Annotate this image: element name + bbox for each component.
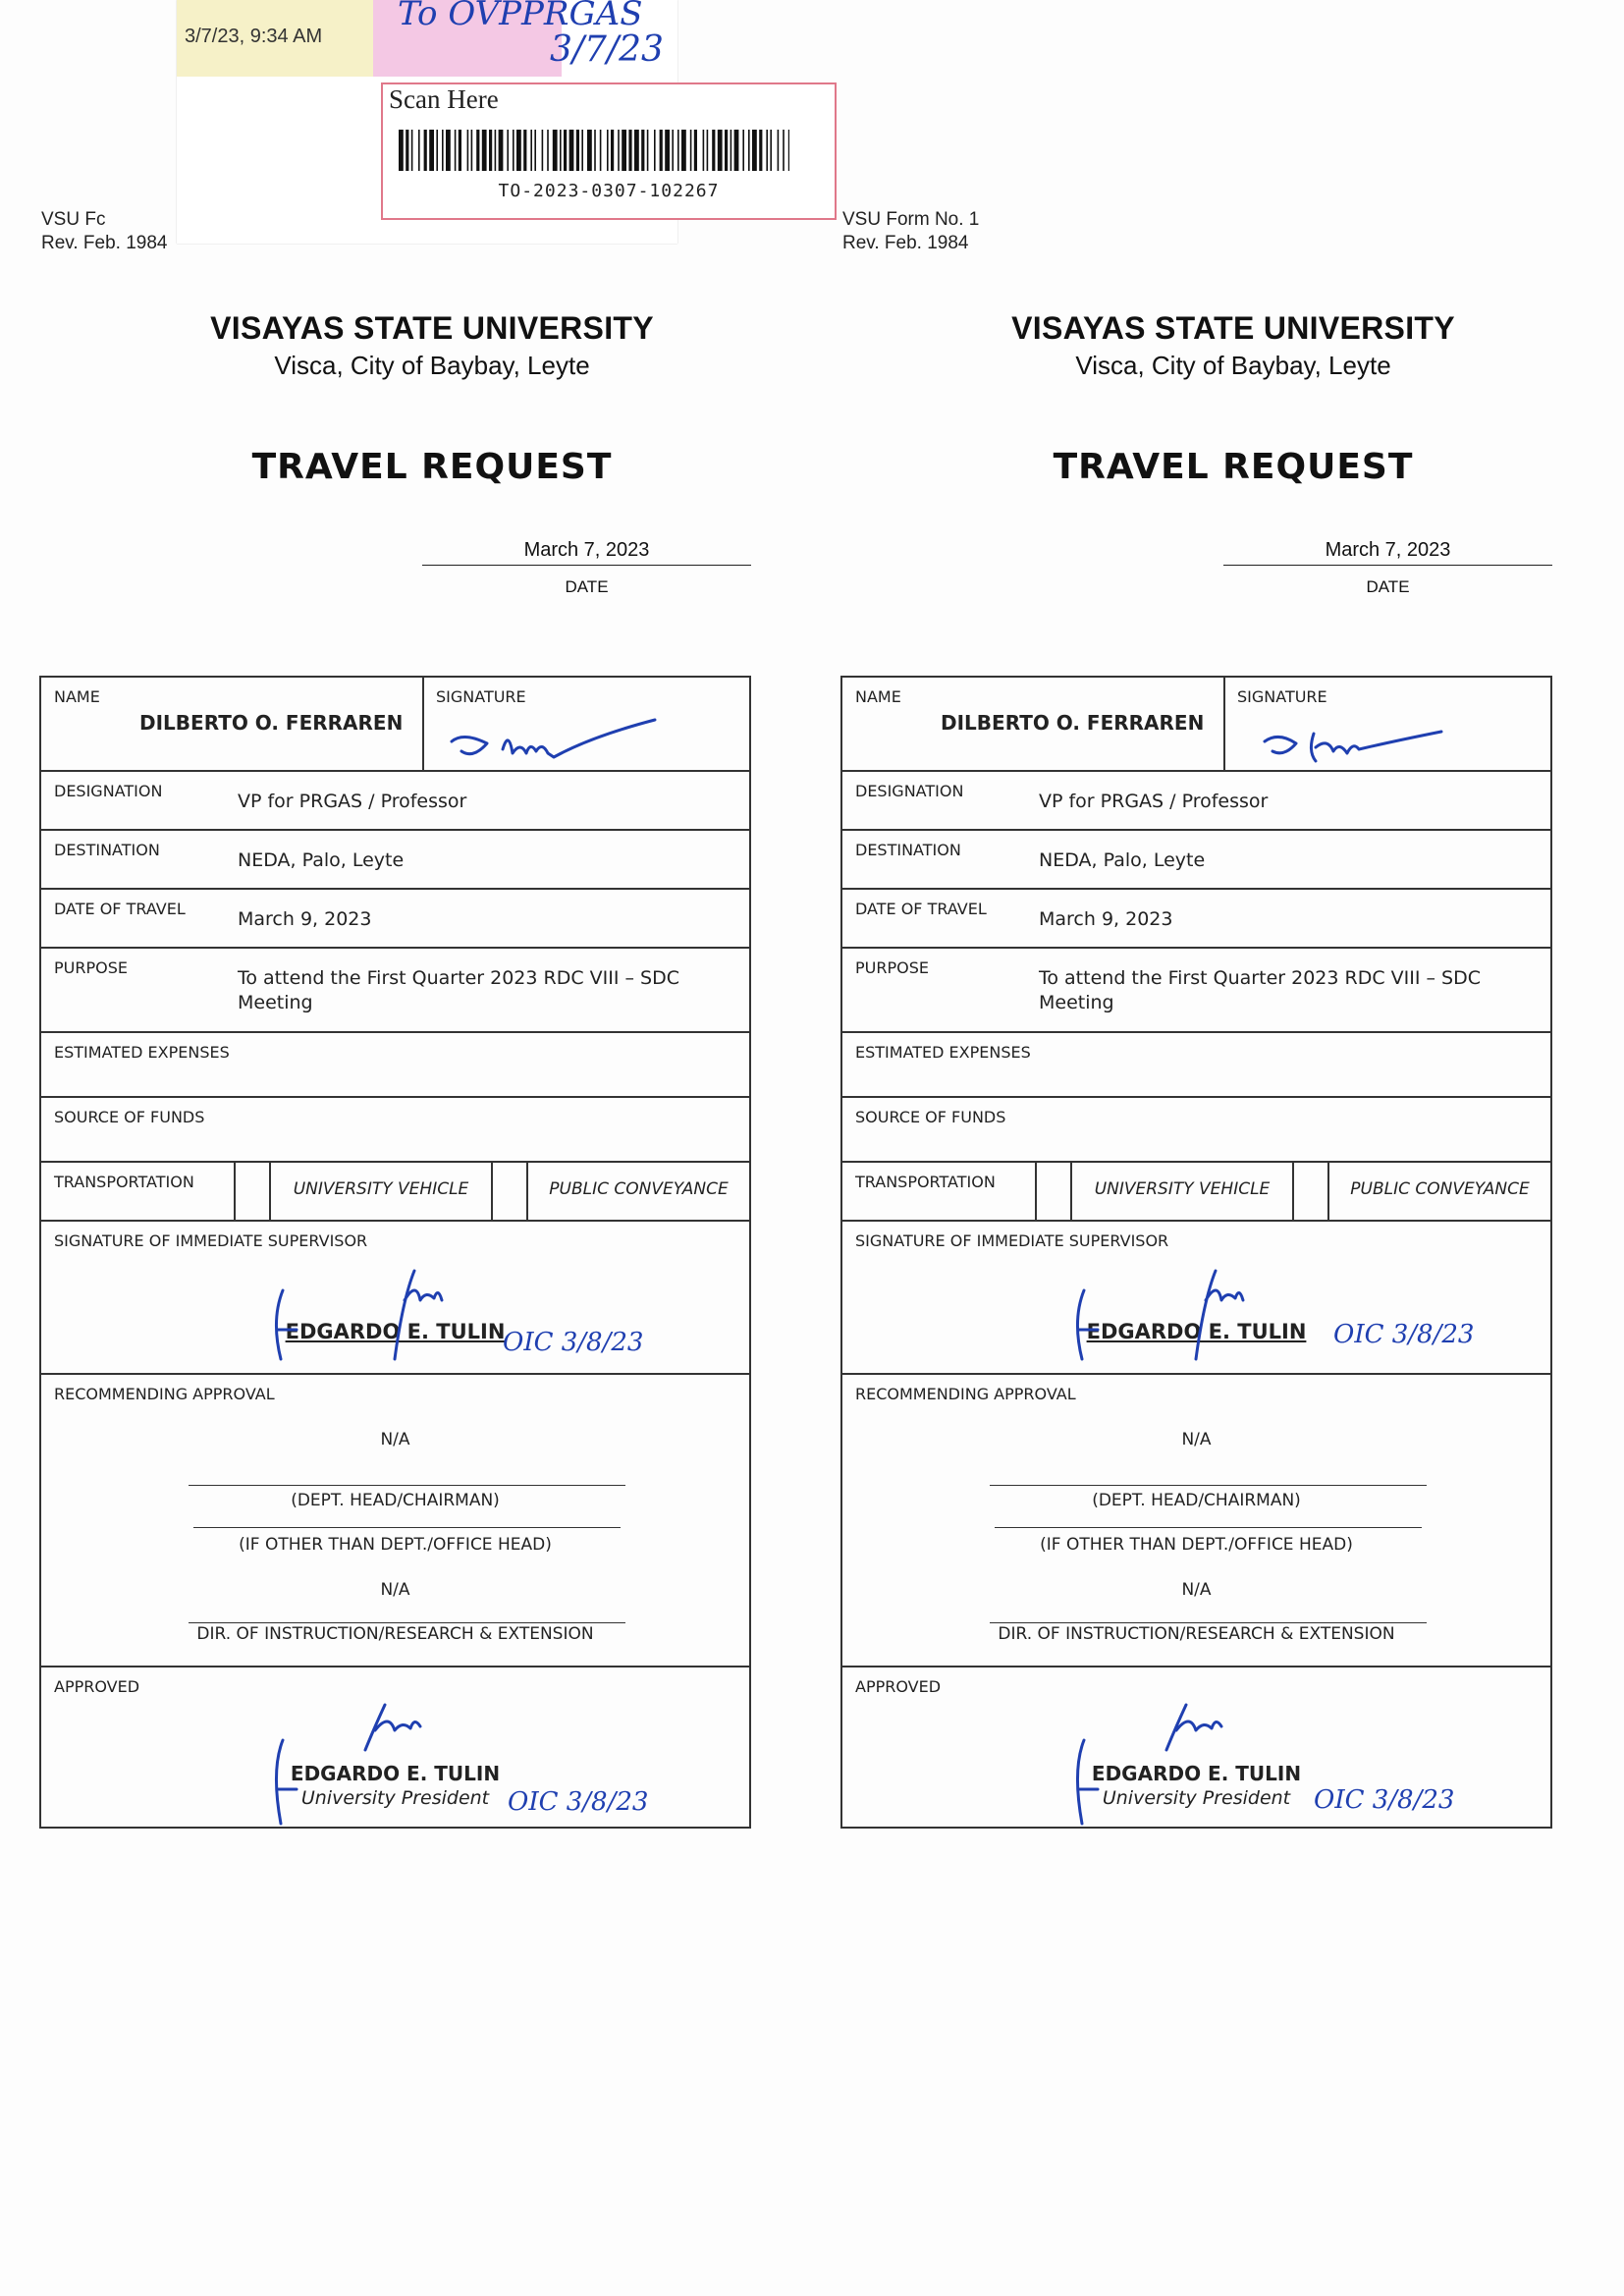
other-head-caption: (IF OTHER THAN DEPT./OFFICE HEAD) bbox=[1040, 1535, 1353, 1555]
barcode-bar bbox=[641, 130, 644, 171]
supervisor-signature bbox=[267, 1261, 444, 1369]
director-caption: DIR. OF INSTRUCTION/RESEARCH & EXTENSION bbox=[196, 1624, 594, 1644]
barcode-bar bbox=[564, 130, 567, 171]
purpose-line: To attend the First Quarter 2023 RDC VIII – SDC bbox=[238, 967, 679, 989]
date-label: DATE bbox=[1366, 577, 1410, 596]
vehicle-checkbox[interactable] bbox=[236, 1163, 271, 1220]
form-number-text: VSU Fc bbox=[41, 209, 106, 230]
supervisor-signature bbox=[1068, 1261, 1245, 1369]
barcode-bar bbox=[489, 130, 492, 171]
designation-value: VP for PRGAS / Professor bbox=[238, 791, 467, 812]
designation-label: DESIGNATION bbox=[855, 782, 964, 800]
tracking-sticker bbox=[177, 0, 720, 244]
barcode-bar bbox=[718, 130, 723, 171]
recommending-na: N/A bbox=[380, 1430, 410, 1449]
form-title: TRAVEL REQUEST bbox=[251, 447, 613, 487]
barcode-bar bbox=[748, 130, 750, 171]
barcode-bar bbox=[788, 130, 789, 171]
form-revision: Rev. Feb. 1984 bbox=[41, 233, 168, 253]
barcode-bar bbox=[581, 130, 583, 171]
supervisor-label: SIGNATURE OF IMMEDIATE SUPERVISOR bbox=[855, 1231, 1169, 1250]
name-label: NAME bbox=[855, 687, 901, 706]
applicant-signature bbox=[444, 712, 670, 771]
form-revision: Rev. Feb. 1984 bbox=[842, 233, 969, 253]
university-name: VISAYAS STATE UNIVERSITY bbox=[1011, 310, 1455, 346]
director-na: N/A bbox=[380, 1580, 410, 1600]
travel-date-value: March 9, 2023 bbox=[1039, 908, 1173, 930]
form-number-text: VSU Form No. 1 bbox=[842, 209, 980, 230]
director-na: N/A bbox=[1181, 1580, 1212, 1600]
transportation-row bbox=[840, 1163, 1552, 1222]
destination-row bbox=[840, 831, 1552, 890]
form-number bbox=[41, 208, 168, 255]
sticker-timestamp: 3/7/23, 9:34 AM bbox=[185, 26, 323, 47]
barcode-bar bbox=[553, 130, 558, 171]
barcode-bar bbox=[712, 130, 715, 171]
barcode-bar bbox=[783, 130, 785, 171]
barcode-bar bbox=[424, 130, 427, 171]
conveyance-checkbox[interactable] bbox=[1294, 1163, 1329, 1220]
approver-oic-note: OIC 3/8/23 bbox=[508, 1787, 649, 1817]
barcode-bar bbox=[467, 130, 469, 171]
applicant-signature bbox=[1245, 712, 1471, 771]
barcode-bar bbox=[406, 130, 408, 171]
purpose-row bbox=[840, 949, 1552, 1033]
approver-title: University President bbox=[1102, 1787, 1291, 1809]
purpose-line: Meeting bbox=[238, 992, 313, 1013]
university-name: VISAYAS STATE UNIVERSITY bbox=[210, 310, 654, 346]
university-address: Visca, City of Baybay, Leyte bbox=[274, 351, 590, 380]
barcode-bar bbox=[752, 130, 757, 171]
travel-date-value: March 9, 2023 bbox=[238, 908, 372, 930]
barcode-bar bbox=[660, 130, 663, 171]
supervisor-oic-note: OIC 3/8/23 bbox=[1333, 1320, 1475, 1349]
name-label: NAME bbox=[54, 687, 100, 706]
date-value: March 7, 2023 bbox=[523, 539, 650, 561]
supervisor-row bbox=[39, 1222, 751, 1375]
barcode-bar bbox=[634, 130, 639, 171]
approver-name: EDGARDO E. TULIN bbox=[1091, 1762, 1302, 1785]
expenses-row bbox=[840, 1033, 1552, 1098]
recommending-row bbox=[39, 1375, 751, 1667]
form-title: TRAVEL REQUEST bbox=[1053, 447, 1414, 487]
barcode-bar bbox=[778, 130, 780, 171]
expenses-label: ESTIMATED EXPENSES bbox=[855, 1043, 1031, 1062]
barcode-bar bbox=[731, 130, 732, 171]
barcode-bar bbox=[507, 130, 509, 171]
approved-row bbox=[840, 1667, 1552, 1829]
tracking-code: TO-2023-0307-102267 bbox=[498, 181, 720, 201]
barcode-bar bbox=[560, 130, 562, 171]
barcode-bar bbox=[690, 130, 692, 171]
barcode-bar bbox=[770, 130, 772, 171]
barcode-bar bbox=[587, 130, 592, 171]
date-value: March 7, 2023 bbox=[1325, 539, 1451, 561]
recommending-na: N/A bbox=[1181, 1430, 1212, 1449]
purpose-value bbox=[1039, 966, 1481, 1015]
handwritten-receipt-date: 3/7/23 bbox=[550, 29, 664, 70]
destination-value: NEDA, Palo, Leyte bbox=[238, 849, 405, 871]
barcode-bar bbox=[530, 130, 532, 171]
barcode-bar bbox=[459, 130, 461, 171]
transportation-label: TRANSPORTATION bbox=[855, 1173, 996, 1191]
barcode-bar bbox=[429, 130, 434, 171]
travel-date-label: DATE OF TRAVEL bbox=[54, 900, 186, 918]
vehicle-option: UNIVERSITY VEHICLE bbox=[293, 1179, 469, 1199]
barcode-bar bbox=[442, 130, 444, 171]
funds-label: SOURCE OF FUNDS bbox=[54, 1108, 205, 1126]
barcode-bar bbox=[665, 130, 670, 171]
name-row bbox=[840, 676, 1552, 772]
expenses-row bbox=[39, 1033, 751, 1098]
supervisor-label: SIGNATURE OF IMMEDIATE SUPERVISOR bbox=[54, 1231, 368, 1250]
name-value: DILBERTO O. FERRAREN bbox=[139, 711, 404, 735]
barcode-bar bbox=[523, 130, 526, 171]
barcode[interactable] bbox=[399, 130, 789, 171]
recommending-label: RECOMMENDING APPROVAL bbox=[855, 1385, 1076, 1403]
barcode-bar bbox=[703, 130, 705, 171]
barcode-bar bbox=[734, 130, 739, 171]
travel-date-row bbox=[39, 890, 751, 949]
dept-head-caption: (DEPT. HEAD/CHAIRMAN) bbox=[1092, 1491, 1301, 1510]
scan-box[interactable] bbox=[381, 82, 837, 220]
name-row bbox=[39, 676, 751, 772]
barcode-bar bbox=[436, 130, 438, 171]
approved-label: APPROVED bbox=[54, 1677, 140, 1696]
purpose-row bbox=[39, 949, 751, 1033]
barcode-bar bbox=[694, 130, 697, 171]
barcode-bar bbox=[600, 130, 602, 171]
travel-request-table bbox=[840, 676, 1552, 1829]
university-address: Visca, City of Baybay, Leyte bbox=[1075, 351, 1391, 380]
barcode-bar bbox=[681, 130, 686, 171]
transportation-row bbox=[39, 1163, 751, 1222]
purpose-line: To attend the First Quarter 2023 RDC VIII – SDC bbox=[1039, 967, 1481, 989]
barcode-bar bbox=[628, 130, 631, 171]
recommending-row bbox=[840, 1375, 1552, 1667]
conveyance-checkbox[interactable] bbox=[493, 1163, 528, 1220]
supervisor-name: EDGARDO E. TULIN bbox=[285, 1320, 506, 1343]
barcode-bar bbox=[471, 130, 473, 171]
destination-row bbox=[39, 831, 751, 890]
barcode-bar bbox=[654, 130, 656, 171]
university-header bbox=[177, 310, 687, 381]
travel-request-table bbox=[39, 676, 751, 1829]
designation-label: DESIGNATION bbox=[54, 782, 163, 800]
barcode-bar bbox=[446, 130, 451, 171]
other-head-caption: (IF OTHER THAN DEPT./OFFICE HEAD) bbox=[239, 1535, 552, 1555]
conveyance-option: PUBLIC CONVEYANCE bbox=[549, 1179, 729, 1199]
barcode-bar bbox=[476, 130, 479, 171]
barcode-bar bbox=[707, 130, 709, 171]
date-block bbox=[1223, 535, 1552, 597]
barcode-bar bbox=[725, 130, 728, 171]
recommending-label: RECOMMENDING APPROVAL bbox=[54, 1385, 275, 1403]
funds-row bbox=[39, 1098, 751, 1163]
barcode-bar bbox=[672, 130, 674, 171]
destination-label: DESTINATION bbox=[855, 841, 961, 859]
barcode-bar bbox=[594, 130, 596, 171]
funds-label: SOURCE OF FUNDS bbox=[855, 1108, 1006, 1126]
barcode-bar bbox=[759, 130, 762, 171]
supervisor-name: EDGARDO E. TULIN bbox=[1086, 1320, 1307, 1343]
approver-title: University President bbox=[300, 1787, 490, 1809]
signature-label: SIGNATURE bbox=[436, 687, 526, 706]
barcode-bar bbox=[742, 130, 744, 171]
handwritten-routing-note: To OVPPRGAS bbox=[398, 0, 643, 33]
scan-label: Scan Here bbox=[389, 84, 499, 114]
form-number bbox=[842, 208, 979, 255]
barcode-bar bbox=[516, 130, 521, 171]
purpose-label: PURPOSE bbox=[855, 958, 929, 977]
transportation-label: TRANSPORTATION bbox=[54, 1173, 194, 1191]
barcode-bar bbox=[534, 130, 536, 171]
expenses-label: ESTIMATED EXPENSES bbox=[54, 1043, 230, 1062]
director-caption: DIR. OF INSTRUCTION/RESEARCH & EXTENSION bbox=[998, 1624, 1395, 1644]
barcode-bar bbox=[622, 130, 626, 171]
approver-oic-note: OIC 3/8/23 bbox=[1314, 1785, 1455, 1815]
travel-date-row bbox=[840, 890, 1552, 949]
purpose-line: Meeting bbox=[1039, 992, 1114, 1013]
barcode-bar bbox=[499, 130, 504, 171]
date-label: DATE bbox=[565, 577, 609, 596]
signature-label: SIGNATURE bbox=[1237, 687, 1327, 706]
date-block bbox=[422, 535, 751, 597]
travel-date-label: DATE OF TRAVEL bbox=[855, 900, 987, 918]
barcode-bar bbox=[576, 130, 579, 171]
barcode-bar bbox=[677, 130, 679, 171]
supervisor-row bbox=[840, 1222, 1552, 1375]
dept-head-caption: (DEPT. HEAD/CHAIRMAN) bbox=[291, 1491, 500, 1510]
destination-value: NEDA, Palo, Leyte bbox=[1039, 849, 1206, 871]
barcode-bar bbox=[513, 130, 514, 171]
barcode-bar bbox=[766, 130, 768, 171]
barcode-bar bbox=[542, 130, 544, 171]
barcode-bar bbox=[495, 130, 497, 171]
barcode-bar bbox=[482, 130, 487, 171]
funds-row bbox=[840, 1098, 1552, 1163]
approved-label: APPROVED bbox=[855, 1677, 942, 1696]
barcode-bar bbox=[611, 130, 614, 171]
university-header bbox=[978, 310, 1489, 381]
designation-row bbox=[840, 772, 1552, 831]
barcode-bar bbox=[647, 130, 649, 171]
barcode-bar bbox=[418, 130, 420, 171]
barcode-bar bbox=[411, 130, 413, 171]
barcode-bar bbox=[455, 130, 457, 171]
barcode-bar bbox=[399, 130, 404, 171]
barcode-bar bbox=[607, 130, 609, 171]
destination-label: DESTINATION bbox=[54, 841, 160, 859]
barcode-bar bbox=[547, 130, 549, 171]
approver-name: EDGARDO E. TULIN bbox=[290, 1762, 501, 1785]
approved-row bbox=[39, 1667, 751, 1829]
purpose-value bbox=[238, 966, 679, 1015]
purpose-label: PURPOSE bbox=[54, 958, 128, 977]
conveyance-option: PUBLIC CONVEYANCE bbox=[1350, 1179, 1530, 1199]
vehicle-checkbox[interactable] bbox=[1037, 1163, 1072, 1220]
name-value: DILBERTO O. FERRAREN bbox=[941, 711, 1205, 735]
designation-value: VP for PRGAS / Professor bbox=[1039, 791, 1269, 812]
barcode-bar bbox=[618, 130, 620, 171]
designation-row bbox=[39, 772, 751, 831]
supervisor-oic-note: OIC 3/8/23 bbox=[503, 1328, 644, 1357]
barcode-bar bbox=[569, 130, 574, 171]
vehicle-option: UNIVERSITY VEHICLE bbox=[1094, 1179, 1271, 1199]
